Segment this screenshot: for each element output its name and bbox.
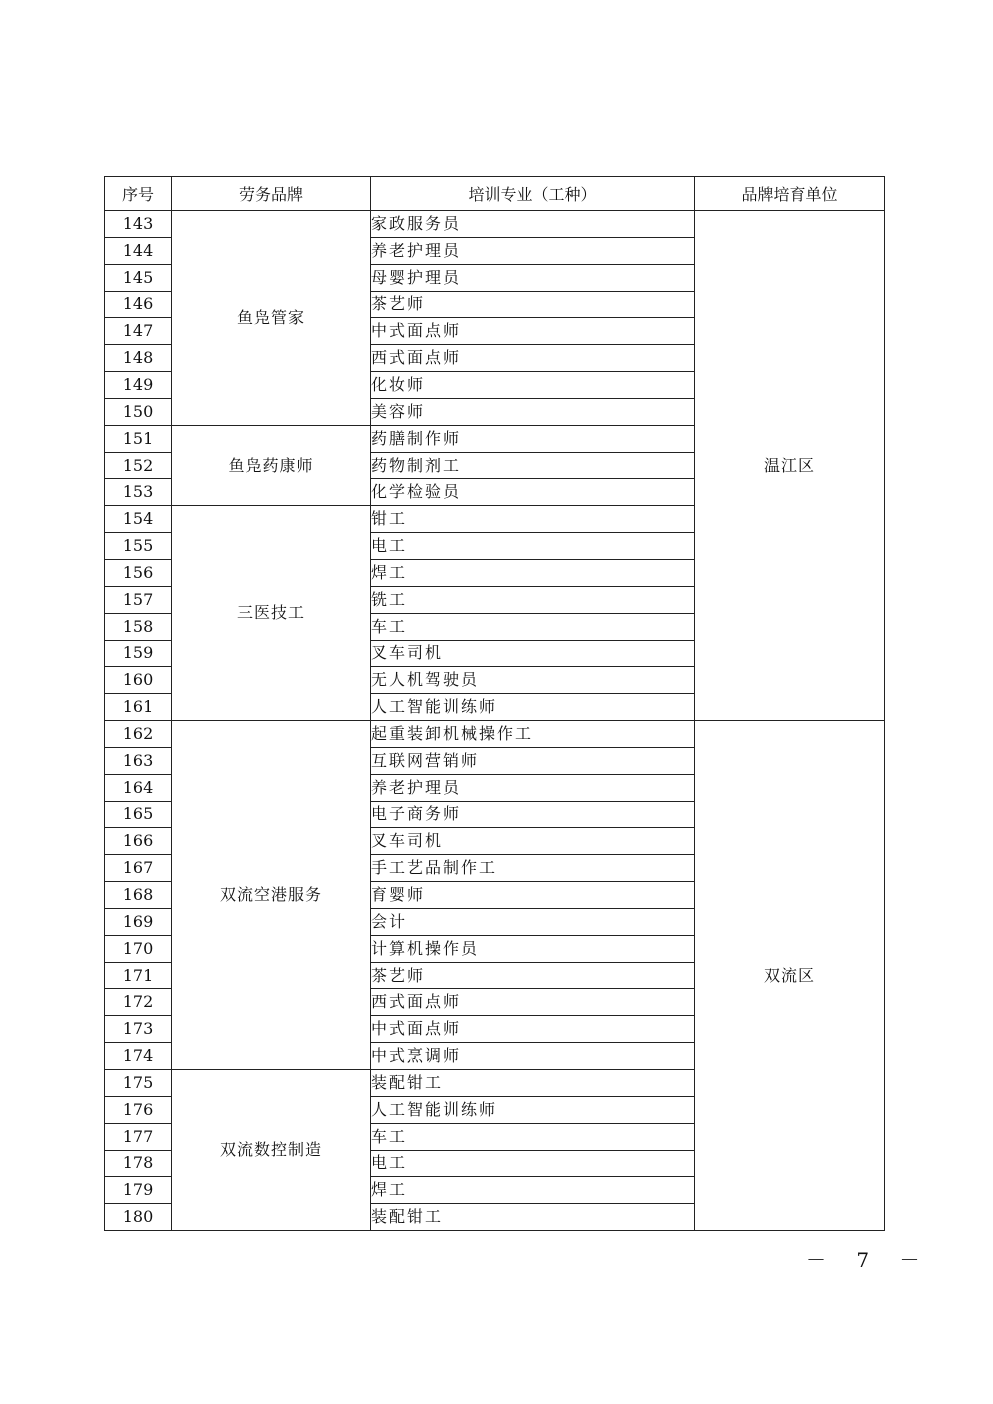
seq-cell: 179 xyxy=(105,1177,172,1204)
specialty-cell: 人工智能训练师 xyxy=(371,1096,695,1123)
seq-cell: 158 xyxy=(105,613,172,640)
table-row xyxy=(105,211,885,238)
seq-cell: 143 xyxy=(105,211,172,238)
seq-cell: 174 xyxy=(105,1043,172,1070)
seq-cell: 155 xyxy=(105,533,172,560)
specialty-cell: 养老护理员 xyxy=(371,774,695,801)
specialty-cell: 焊工 xyxy=(371,559,695,586)
specialty-cell: 母婴护理员 xyxy=(371,264,695,291)
specialty-cell: 装配钳工 xyxy=(371,1204,695,1231)
seq-cell: 146 xyxy=(105,291,172,318)
seq-cell: 165 xyxy=(105,801,172,828)
brand-cell: 鱼凫管家 xyxy=(172,211,371,426)
specialty-cell: 茶艺师 xyxy=(371,962,695,989)
seq-cell: 154 xyxy=(105,506,172,533)
specialty-cell: 药膳制作师 xyxy=(371,425,695,452)
specialty-cell: 车工 xyxy=(371,613,695,640)
header-brand: 劳务品牌 xyxy=(172,177,371,211)
brand-cell: 双流空港服务 xyxy=(172,721,371,1070)
seq-cell: 152 xyxy=(105,452,172,479)
specialty-cell: 中式面点师 xyxy=(371,318,695,345)
seq-cell: 166 xyxy=(105,828,172,855)
seq-cell: 164 xyxy=(105,774,172,801)
specialty-cell: 焊工 xyxy=(371,1177,695,1204)
seq-cell: 168 xyxy=(105,882,172,909)
training-table xyxy=(104,176,885,1231)
specialty-cell: 会计 xyxy=(371,908,695,935)
specialty-cell: 药物制剂工 xyxy=(371,452,695,479)
specialty-cell: 电工 xyxy=(371,533,695,560)
specialty-cell: 铣工 xyxy=(371,586,695,613)
unit-cell: 双流区 xyxy=(695,721,885,1231)
seq-cell: 177 xyxy=(105,1123,172,1150)
specialty-cell: 手工艺品制作工 xyxy=(371,855,695,882)
seq-cell: 180 xyxy=(105,1204,172,1231)
seq-cell: 170 xyxy=(105,935,172,962)
specialty-cell: 互联网营销师 xyxy=(371,747,695,774)
seq-cell: 145 xyxy=(105,264,172,291)
specialty-cell: 西式面点师 xyxy=(371,989,695,1016)
specialty-cell: 钳工 xyxy=(371,506,695,533)
seq-cell: 159 xyxy=(105,640,172,667)
specialty-cell: 化学检验员 xyxy=(371,479,695,506)
specialty-cell: 化妆师 xyxy=(371,372,695,399)
seq-cell: 178 xyxy=(105,1150,172,1177)
seq-cell: 144 xyxy=(105,237,172,264)
brand-cell: 双流数控制造 xyxy=(172,1070,371,1231)
page-number: － 7 － xyxy=(806,1248,932,1272)
seq-cell: 162 xyxy=(105,721,172,748)
seq-cell: 175 xyxy=(105,1070,172,1097)
header-unit: 品牌培育单位 xyxy=(695,177,885,211)
specialty-cell: 育婴师 xyxy=(371,882,695,909)
seq-cell: 160 xyxy=(105,667,172,694)
seq-cell: 167 xyxy=(105,855,172,882)
specialty-cell: 人工智能训练师 xyxy=(371,694,695,721)
specialty-cell: 电工 xyxy=(371,1150,695,1177)
seq-cell: 157 xyxy=(105,586,172,613)
specialty-cell: 车工 xyxy=(371,1123,695,1150)
table-header-row xyxy=(105,177,885,211)
specialty-cell: 起重装卸机械操作工 xyxy=(371,721,695,748)
header-specialty: 培训专业（工种） xyxy=(371,177,695,211)
seq-cell: 163 xyxy=(105,747,172,774)
specialty-cell: 西式面点师 xyxy=(371,345,695,372)
seq-cell: 171 xyxy=(105,962,172,989)
specialty-cell: 叉车司机 xyxy=(371,640,695,667)
seq-cell: 153 xyxy=(105,479,172,506)
seq-cell: 149 xyxy=(105,372,172,399)
specialty-cell: 中式烹调师 xyxy=(371,1043,695,1070)
specialty-cell: 装配钳工 xyxy=(371,1070,695,1097)
specialty-cell: 养老护理员 xyxy=(371,237,695,264)
brand-cell: 三医技工 xyxy=(172,506,371,721)
unit-cell: 温江区 xyxy=(695,211,885,721)
specialty-cell: 家政服务员 xyxy=(371,211,695,238)
specialty-cell: 电子商务师 xyxy=(371,801,695,828)
seq-cell: 148 xyxy=(105,345,172,372)
specialty-cell: 无人机驾驶员 xyxy=(371,667,695,694)
specialty-cell: 茶艺师 xyxy=(371,291,695,318)
brand-cell: 鱼凫药康师 xyxy=(172,425,371,506)
table-row xyxy=(105,721,885,748)
specialty-cell: 中式面点师 xyxy=(371,1016,695,1043)
seq-cell: 147 xyxy=(105,318,172,345)
seq-cell: 151 xyxy=(105,425,172,452)
seq-cell: 150 xyxy=(105,398,172,425)
seq-cell: 172 xyxy=(105,989,172,1016)
specialty-cell: 计算机操作员 xyxy=(371,935,695,962)
seq-cell: 161 xyxy=(105,694,172,721)
seq-cell: 156 xyxy=(105,559,172,586)
specialty-cell: 美容师 xyxy=(371,398,695,425)
seq-cell: 176 xyxy=(105,1096,172,1123)
seq-cell: 173 xyxy=(105,1016,172,1043)
seq-cell: 169 xyxy=(105,908,172,935)
specialty-cell: 叉车司机 xyxy=(371,828,695,855)
header-seq: 序号 xyxy=(105,177,172,211)
